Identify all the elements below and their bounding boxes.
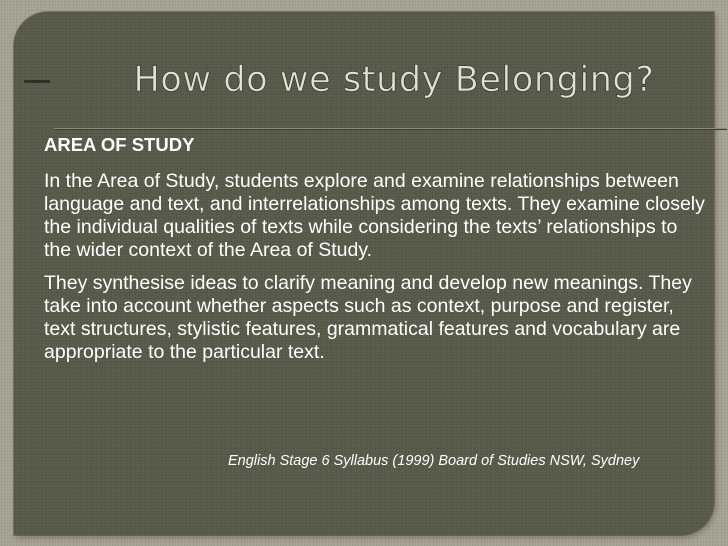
section-heading: AREA OF STUDY: [44, 134, 195, 155]
paragraph-synthesise: They synthesise ideas to clarify meaning and develop new meanings. They take into account whether aspects such as context, purpose and register, text structures, stylistic features, grammatical features and vocabulary are appropriate to the particular text.: [44, 272, 692, 363]
slide-body: [44, 128, 708, 376]
paragraph-area-of-study: In the Area of Study, students explore and examine relationships between language and text, and interrelationships among texts. They examine closely the individual qualities of texts while considering the texts’ relationships to the wider context of the Area of Study.: [44, 170, 705, 261]
slide-title: How do we study Belonging?: [133, 60, 655, 100]
citation: English Stage 6 Syllabus (1999) Board of Studies NSW, Sydney: [228, 453, 640, 469]
title-dash-decoration: [24, 80, 50, 83]
